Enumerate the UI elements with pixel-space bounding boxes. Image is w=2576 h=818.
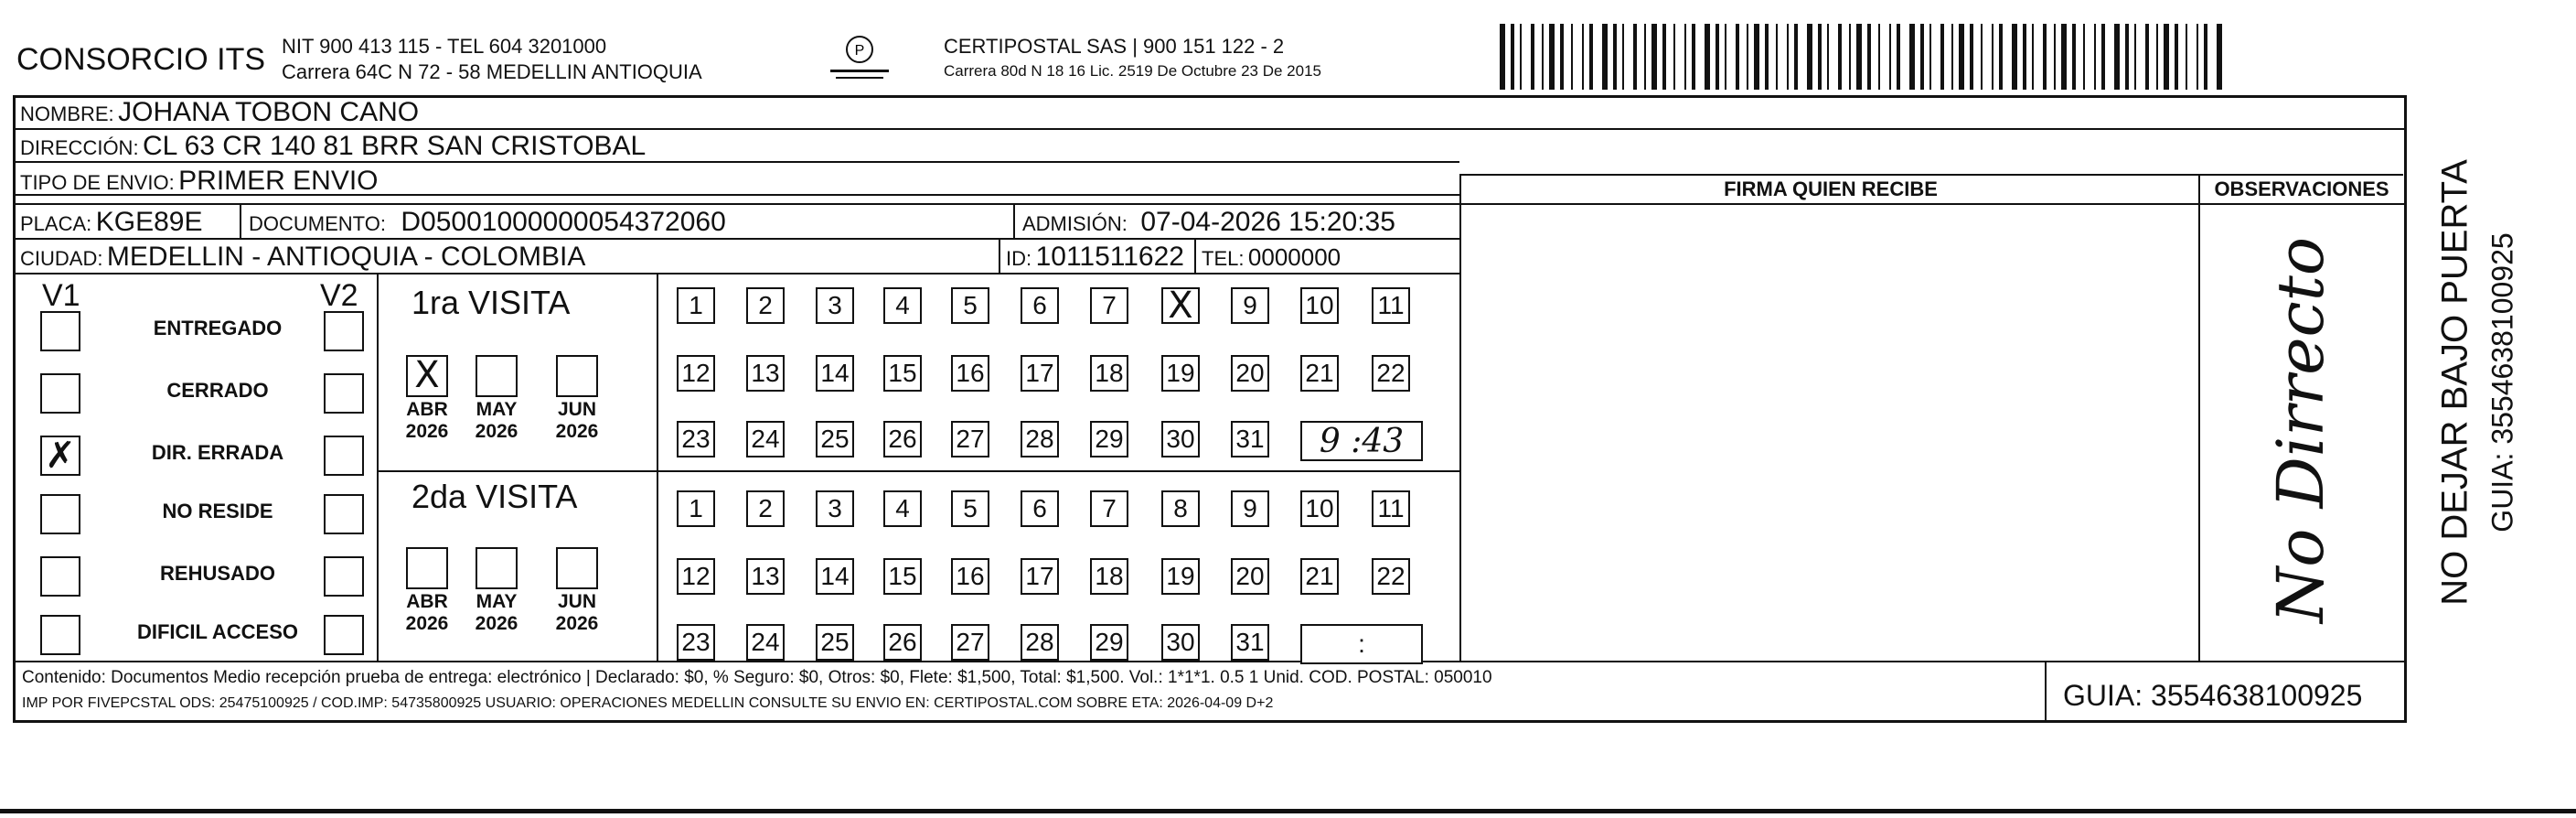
visit1-day-box[interactable]: 21	[1300, 355, 1339, 392]
svg-text:P: P	[854, 43, 865, 59]
tel-label: TEL:	[1202, 247, 1245, 270]
city-row	[20, 242, 585, 273]
visit1-day-box[interactable]: 4	[883, 287, 922, 324]
visit1-day-box[interactable]: 3	[816, 287, 854, 324]
visit2-day-box[interactable]: 18	[1090, 558, 1128, 595]
visit2-day-box[interactable]: 17	[1021, 558, 1059, 595]
shipment-type: PRIMER ENVIO	[178, 166, 379, 196]
document-row	[249, 207, 726, 238]
visit1-day-box[interactable]: 15	[883, 355, 922, 392]
footer-contents: Contenido: Documentos Medio recepción prueba de entrega: electrónico | Declarado: $0, % Seguro: $0, Otros: $0, Flete: $1,500, Total: $1,500. Vol.: 1*1*1. 0.5 1 Unid. COD. POSTAL: 050010	[22, 668, 1492, 687]
visit1-day-box[interactable]: 14	[816, 355, 854, 392]
observation-handwriting: No Dirrecto	[2263, 237, 2338, 623]
visit1-year-label[interactable]: 2026	[475, 421, 518, 442]
footer-print-info: IMP POR FIVEPCSTAL ODS: 25475100925 / COD.IMP: 54735800925 USUARIO: OPERACIONES MEDELLIN CONSULTE SU ENVIO EN: CERTIPOSTAL.COM SOBRE ETA: 2026-04-09 D+2	[22, 695, 1274, 711]
plate-label: PLACA:	[20, 212, 92, 235]
visit2-day-box[interactable]: 1	[677, 490, 715, 527]
status-v2-checkbox[interactable]	[324, 311, 364, 351]
barcode	[1500, 24, 2231, 90]
visit1-day-box[interactable]: 10	[1300, 287, 1339, 324]
tel-value: 0000000	[1247, 243, 1341, 271]
visit1-day-box[interactable]: 30	[1161, 421, 1200, 457]
status-v2-checkbox[interactable]	[324, 556, 364, 597]
tel-row	[1202, 243, 1341, 272]
observations-header: OBSERVACIONES	[2214, 178, 2389, 200]
visit1-month-checkbox[interactable]: X	[406, 355, 448, 397]
visit1-day-box[interactable]: 25	[816, 421, 854, 457]
visit2-day-box[interactable]: 14	[816, 558, 854, 595]
visit1-day-box[interactable]: 19	[1161, 355, 1200, 392]
carrier-logo-icon	[823, 33, 896, 88]
visit2-day-box[interactable]: 19	[1161, 558, 1200, 595]
visit1-day-box[interactable]: 6	[1021, 287, 1059, 324]
visit1-month-label[interactable]: JUN	[557, 399, 596, 420]
visit1-day-box[interactable]: 13	[746, 355, 785, 392]
visit2-day-box[interactable]: 3	[816, 490, 854, 527]
visit1-month-label[interactable]: ABR	[406, 399, 448, 420]
status-v1-checkbox[interactable]	[40, 373, 80, 414]
visit2-day-box[interactable]: 13	[746, 558, 785, 595]
visit2-day-box[interactable]: 25	[816, 624, 854, 661]
carrier-address: Carrera 80d N 18 16 Lic. 2519 De Octubre 23 De 2015	[944, 62, 1321, 80]
type-row	[20, 166, 379, 197]
status-label[interactable]: REHUSADO	[160, 562, 275, 585]
document-value: D05001000000054372060	[401, 207, 726, 237]
visit1-day-box[interactable]: 11	[1372, 287, 1410, 324]
type-label: TIPO DE ENVIO:	[20, 171, 175, 194]
visit2-day-box[interactable]: 2	[746, 490, 785, 527]
visit1-month-checkbox[interactable]	[556, 355, 598, 397]
visit2-month-label[interactable]: ABR	[406, 591, 448, 612]
visit2-day-box[interactable]: 30	[1161, 624, 1200, 661]
recipient-name: JOHANA TOBON CANO	[118, 97, 420, 127]
visit2-time-box[interactable]: :	[1300, 624, 1423, 664]
document-label: DOCUMENTO:	[249, 212, 386, 235]
carrier-line: CERTIPOSTAL SAS | 900 151 122 - 2	[944, 35, 1285, 58]
footer-guia: GUIA: 3554638100925	[2063, 679, 2363, 712]
visit1-day-box[interactable]: 9	[1231, 287, 1269, 324]
visit2-day-box[interactable]: 7	[1090, 490, 1128, 527]
visit2-year-label[interactable]: 2026	[555, 613, 599, 634]
visit1-day-box[interactable]: 22	[1372, 355, 1410, 392]
visit1-day-box[interactable]: 26	[883, 421, 922, 457]
visit2-day-box[interactable]: 23	[677, 624, 715, 661]
side-no-dejar: NO DEJAR BAJO PUERTA	[2434, 159, 2475, 606]
visit1-title: 1ra VISITA	[412, 284, 571, 321]
status-v2-checkbox[interactable]	[324, 373, 364, 414]
visit2-day-box[interactable]: 10	[1300, 490, 1339, 527]
status-label[interactable]: CERRADO	[166, 379, 269, 402]
visit1-month-checkbox[interactable]	[476, 355, 518, 397]
admission-row	[1022, 207, 1395, 238]
visit1-day-box[interactable]: 27	[951, 421, 989, 457]
visit2-day-box[interactable]: 21	[1300, 558, 1339, 595]
status-v2-checkbox[interactable]	[324, 615, 364, 655]
visit2-day-box[interactable]: 9	[1231, 490, 1269, 527]
visit2-month-label[interactable]: JUN	[557, 591, 596, 612]
company-address: Carrera 64C N 72 - 58 MEDELLIN ANTIOQUIA	[282, 60, 702, 83]
visit2-day-box[interactable]: 22	[1372, 558, 1410, 595]
visit2-day-box[interactable]: 5	[951, 490, 989, 527]
visit2-day-box[interactable]: 8	[1161, 490, 1200, 527]
visit1-day-box[interactable]: 20	[1231, 355, 1269, 392]
visit2-day-box[interactable]: 6	[1021, 490, 1059, 527]
visit1-day-box[interactable]: 7	[1090, 287, 1128, 324]
city-label: CIUDAD:	[20, 247, 103, 270]
visit1-day-box[interactable]: 16	[951, 355, 989, 392]
visit1-month-label[interactable]: MAY	[476, 399, 518, 420]
status-v1-checkbox[interactable]	[40, 615, 80, 655]
name-label: NOMBRE:	[20, 102, 114, 125]
visit2-title: 2da VISITA	[412, 478, 578, 515]
visit2-day-box[interactable]: 27	[951, 624, 989, 661]
visit2-day-box[interactable]: 28	[1021, 624, 1059, 661]
admission-value: 07-04-2026 15:20:35	[1140, 207, 1395, 237]
visit1-day-box[interactable]: 29	[1090, 421, 1128, 457]
visit2-month-checkbox[interactable]	[556, 547, 598, 589]
status-label[interactable]: NO RESIDE	[162, 500, 273, 522]
admission-label: ADMISIÓN:	[1022, 212, 1128, 235]
visit2-day-box[interactable]: 26	[883, 624, 922, 661]
visit2-day-box[interactable]: 12	[677, 558, 715, 595]
visit2-day-box[interactable]: 16	[951, 558, 989, 595]
id-value: 1011511622	[1035, 242, 1184, 272]
address-row	[20, 131, 646, 162]
status-v1-checkbox[interactable]: ✗	[40, 436, 80, 476]
status-label[interactable]: ENTREGADO	[153, 317, 283, 339]
visit2-month-label[interactable]: MAY	[476, 591, 518, 612]
status-v1-checkbox[interactable]	[40, 494, 80, 534]
visit2-day-box[interactable]: 24	[746, 624, 785, 661]
side-guia: GUIA: 3554638100925	[2485, 232, 2519, 533]
visit1-day-box[interactable]: 2	[746, 287, 785, 324]
name-row	[20, 97, 419, 128]
visit2-month-checkbox[interactable]	[406, 547, 448, 589]
status-v1-checkbox[interactable]	[40, 311, 80, 351]
address-label: DIRECCIÓN:	[20, 136, 139, 159]
status-v2-checkbox[interactable]	[324, 494, 364, 534]
visit1-day-box[interactable]: 5	[951, 287, 989, 324]
visit2-month-checkbox[interactable]	[476, 547, 518, 589]
id-label: ID:	[1006, 247, 1032, 270]
visit1-day-box[interactable]: 18	[1090, 355, 1128, 392]
company-name: CONSORCIO ITS	[16, 42, 266, 77]
status-label[interactable]: DIR. ERRADA	[151, 441, 284, 464]
v2-header: V2	[320, 278, 358, 313]
visit1-day-box[interactable]: 23	[677, 421, 715, 457]
status-v2-checkbox[interactable]	[324, 436, 364, 476]
visit1-day-box[interactable]: 1	[677, 287, 715, 324]
recipient-address: CL 63 CR 140 81 BRR SAN CRISTOBAL	[143, 131, 647, 161]
visit1-time-box[interactable]: 9 :43	[1300, 421, 1423, 461]
visit2-year-label[interactable]: 2026	[405, 613, 449, 634]
status-v1-checkbox[interactable]	[40, 556, 80, 597]
visit1-year-label[interactable]: 2026	[555, 421, 599, 442]
visit2-day-box[interactable]: 31	[1231, 624, 1269, 661]
visit2-day-box[interactable]: 4	[883, 490, 922, 527]
id-row	[1006, 242, 1184, 273]
signature-header: FIRMA QUIEN RECIBE	[1724, 178, 1938, 200]
nit-line: NIT 900 413 115 - TEL 604 3201000	[282, 35, 607, 58]
status-label[interactable]: DIFICIL ACCESO	[136, 620, 298, 643]
visit1-day-box[interactable]: 28	[1021, 421, 1059, 457]
visit2-year-label[interactable]: 2026	[475, 613, 518, 634]
visit1-day-box[interactable]: 31	[1231, 421, 1269, 457]
visit1-day-box[interactable]: 17	[1021, 355, 1059, 392]
visit1-day-box[interactable]: 12	[677, 355, 715, 392]
visit1-day-box[interactable]: X	[1161, 287, 1200, 324]
visit2-day-box[interactable]: 29	[1090, 624, 1128, 661]
visit2-day-box[interactable]: 20	[1231, 558, 1269, 595]
visit2-day-box[interactable]: 15	[883, 558, 922, 595]
visit2-day-box[interactable]: 11	[1372, 490, 1410, 527]
v1-header: V1	[42, 278, 80, 313]
plate-row	[20, 207, 202, 238]
plate-value: KGE89E	[95, 207, 203, 237]
signature-area[interactable]	[1463, 203, 2197, 659]
city-value: MEDELLIN - ANTIOQUIA - COLOMBIA	[106, 242, 586, 272]
visit1-day-box[interactable]: 24	[746, 421, 785, 457]
visit1-year-label[interactable]: 2026	[405, 421, 449, 442]
